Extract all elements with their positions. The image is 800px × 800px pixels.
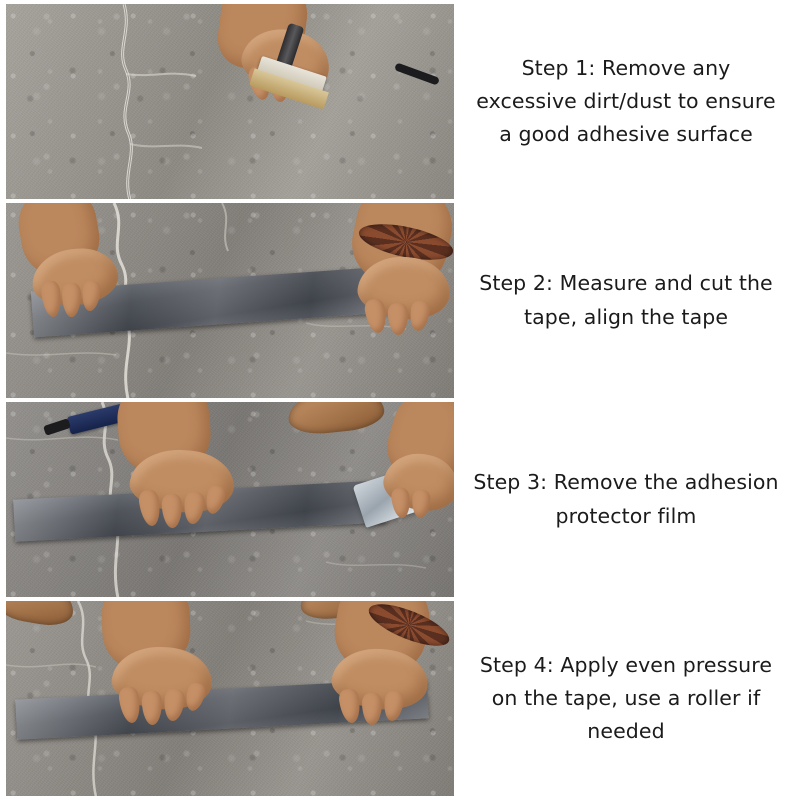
step-1-caption-text: Step 1: Remove any excessive dirt/dust to ensure a good adhesive surface [476,55,776,147]
step-4-caption [454,601,800,796]
step-1-caption [454,4,800,199]
step-3-caption-text: Step 3: Remove the adhesion protector film [473,470,779,528]
step-row-4 [0,601,800,796]
step-2-photo [6,203,454,398]
step-row-2 [0,203,800,398]
step-3-caption [454,402,800,597]
step-1-photo [6,4,454,199]
step-2-caption [454,203,800,398]
step-2-caption-text: Step 2: Measure and cut the tape, align the tape [479,271,773,329]
step-3-photo [6,402,454,597]
step-row-1 [0,4,800,199]
step-4-caption-text: Step 4: Apply even pressure on the tape, use a roller if needed [479,652,773,744]
step-4-photo [6,601,454,796]
step-row-3 [0,402,800,597]
